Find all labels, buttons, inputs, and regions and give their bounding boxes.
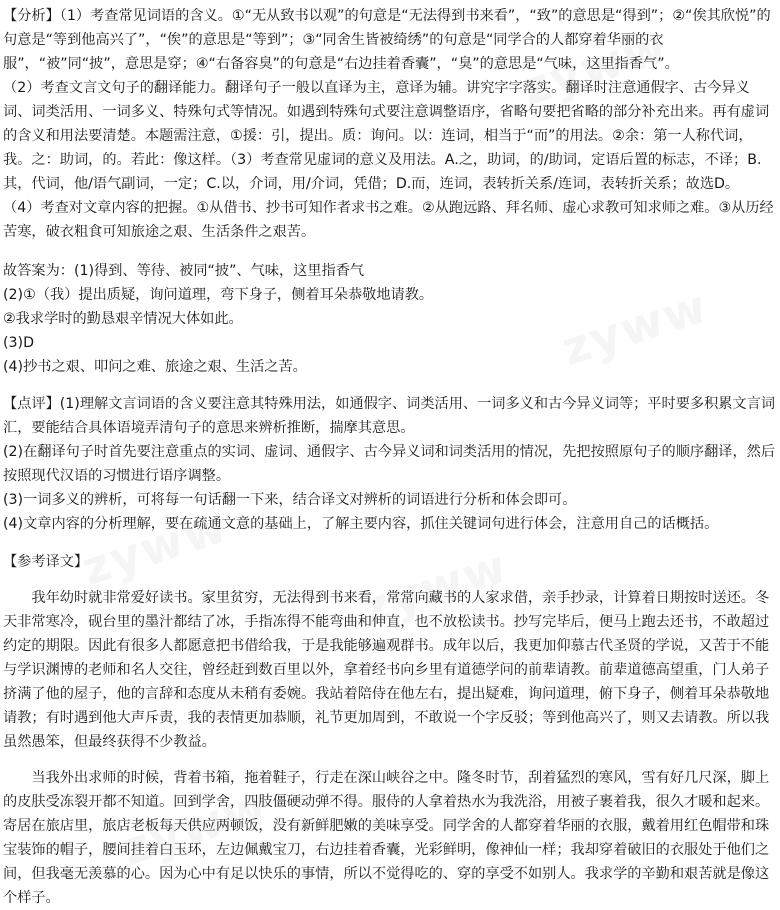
answer-line-5: (4)抄书之艰、叩问之难、旅途之艰、生活之苦。 — [3, 359, 307, 375]
translation-paragraph-1: 我年幼时就非常爱好读书。家里贫穷，无法得到书来看，常常向藏书的人家求借，亲手抄录，计算着日期按时送还。冬天非常寒冷，砚台里的墨汁都结了冰，手指冻得不能弯曲和伸直，也不放松读书。抄写完毕后，便马上跑去还书，不敢超过约定的期限。因此有很多人都愿意把书借给我，于是我能够遍观群书。成年以后，我更加仰慕古代圣贤的学说，又苦于不能与学识渊博的老师和名人交往，曾经赶到数百里以外，拿着经书向乡里有道德学问的前辈请教。前辈道德高望重，门人弟子挤满了他的屋子，他的言辞和态度从未稍有委婉。我站着陪侍在他左右，提出疑难，询问道理，俯下身子，侧着耳朵恭敬地请教；有时遇到他大声斥责，我的表情更加恭顺，礼节更加周到，不敢说一个字反驳；等到他高兴了，则又去请教。所以我虽然愚笨，但最终获得不少教益。 — [3, 590, 770, 750]
answer-line-1: 故答案为：(1)得到、等待、被同“披”、气味，这里指香气 — [3, 263, 365, 279]
analysis-paragraph-1: 【分析】（1）考查常见词语的含义。①“无从致书以观”的句意是“无法得到书来看”，“致”的意思是“得到”；②“俟其欣悦”的句意是“等到他高兴了”，“俟”的意思是“等到”；③“同舍生皆被绮绣”的句意是“同学合的人都穿着华丽的衣服”，“被”同“披”，意思是穿；④“右备容臭”的句意是“右边挂着香囊”，“臭”的意思是“气味，这里指香气”。 — [3, 8, 771, 72]
watermark: zyww — [555, 278, 715, 376]
spacer — [3, 379, 777, 392]
translation-section — [3, 550, 777, 910]
answer-line-4: (3)D — [3, 335, 35, 351]
spacer — [3, 244, 777, 259]
answer-line-2: (2)①（我）提出质疑，询问道理，弯下身子，侧着耳朵恭敬地请教。 — [3, 287, 434, 303]
analysis-paragraph-3: （4）考查对文章内容的把握。①从借书、抄书可知作者求书之难。②从跑远路、拜名师、虚心求教可知求师之难。③从历经苦寒，破衣粗食可知旅途之艰、生活条件之艰苦。 — [3, 200, 774, 240]
spacer — [3, 536, 777, 550]
watermark: zyww — [75, 498, 235, 596]
comment-paragraph-3: (3)一词多义的辨析，可将每一句话翻一下来，结合译文对辨析的词语进行分析和体会即可。 — [3, 492, 577, 508]
comment-paragraph-2: (2)在翻译句子时首先要注意重点的实词、虚词、通假字、古今异义词和词类活用的情况，先把按照原句子的顺序翻译，然后按照现代汉语的习惯进行语序调整。 — [3, 444, 776, 484]
answers-section — [3, 259, 777, 379]
watermark: zyww — [515, 18, 675, 116]
watermark: zyww — [115, 778, 275, 876]
watermark: zyww — [355, 538, 515, 636]
analysis-section — [3, 4, 777, 244]
comment-section — [3, 392, 777, 536]
translation-paragraph-2: 当我外出求师的时候，背着书箱，拖着鞋子，行走在深山峡谷之中。隆冬时节，刮着猛烈的寒风，雪有好几尺深，脚上的皮肤受冻裂开都不知道。回到学舍，四肢僵硬动弹不得。服侍的人拿着热水为我洗浴，用被子裹着我，很久才暖和起来。寄居在旅店里，旅店老板每天供应两顿饭，没有新鲜肥嫩的美味享受。同学舍的人都穿着华丽的衣服，戴着用红色帽带和珠宝装饰的帽子，腰间挂着白玉环，左边佩戴宝刀，右边挂着香囊，光彩鲜明，像神仙一样；我却穿着破旧的衣服处于他们之间，但我毫无羡慕的心。因为心中有足以快乐的事情，所以不觉得吃的、穿的享受不如别人。我求学的辛勤和艰苦就是像这个样子。 — [3, 770, 770, 906]
spacer — [3, 754, 777, 766]
comment-paragraph-1: 【点评】(1)理解文言词语的含义要注意其特殊用法，如通假字、词类活用、一词多义和古今异义词等；平时要多积累文言词汇，要能结合具体语境弄清句子的意思来辨析推断，揣摩其意思。 — [3, 396, 776, 436]
answer-line-3: ②我求学时的勤恳艰辛情况大体如此。 — [3, 311, 243, 327]
spacer — [3, 574, 777, 586]
translation-heading: 【参考译文】 — [3, 554, 89, 570]
comment-paragraph-4: (4)文章内容的分析理解，要在疏通文意的基础上，了解主要内容，抓住关键词句进行体会，注意用自己的话概括。 — [3, 516, 719, 532]
analysis-paragraph-2: （2）考查文言文句子的翻译能力。翻译句子一般以直译为主，意译为辅。讲究字字落实。翻译时注意通假字、古今异义词、词类活用、一词多义、特殊句式等情况。如遇到特殊句式要注意调整语序，省略句要把省略的部分补充出来。再有虚词的含义和用法要清楚。本题需注意，①援：引，提出。质：询问。以：连词，相当于“而”的用法。②余：第一人称代词，我。之：助词，的。若此：像这样。（3）考查常见虚词的意义及用法。A.之，助词，的/助词，定语后置的标志，不译；B.其，代词，他/语气副词，一定；C.以，介词，用/介词，凭借；D.而，连词，表转折关系/连词，表转折关系；故选D。 — [3, 80, 770, 192]
